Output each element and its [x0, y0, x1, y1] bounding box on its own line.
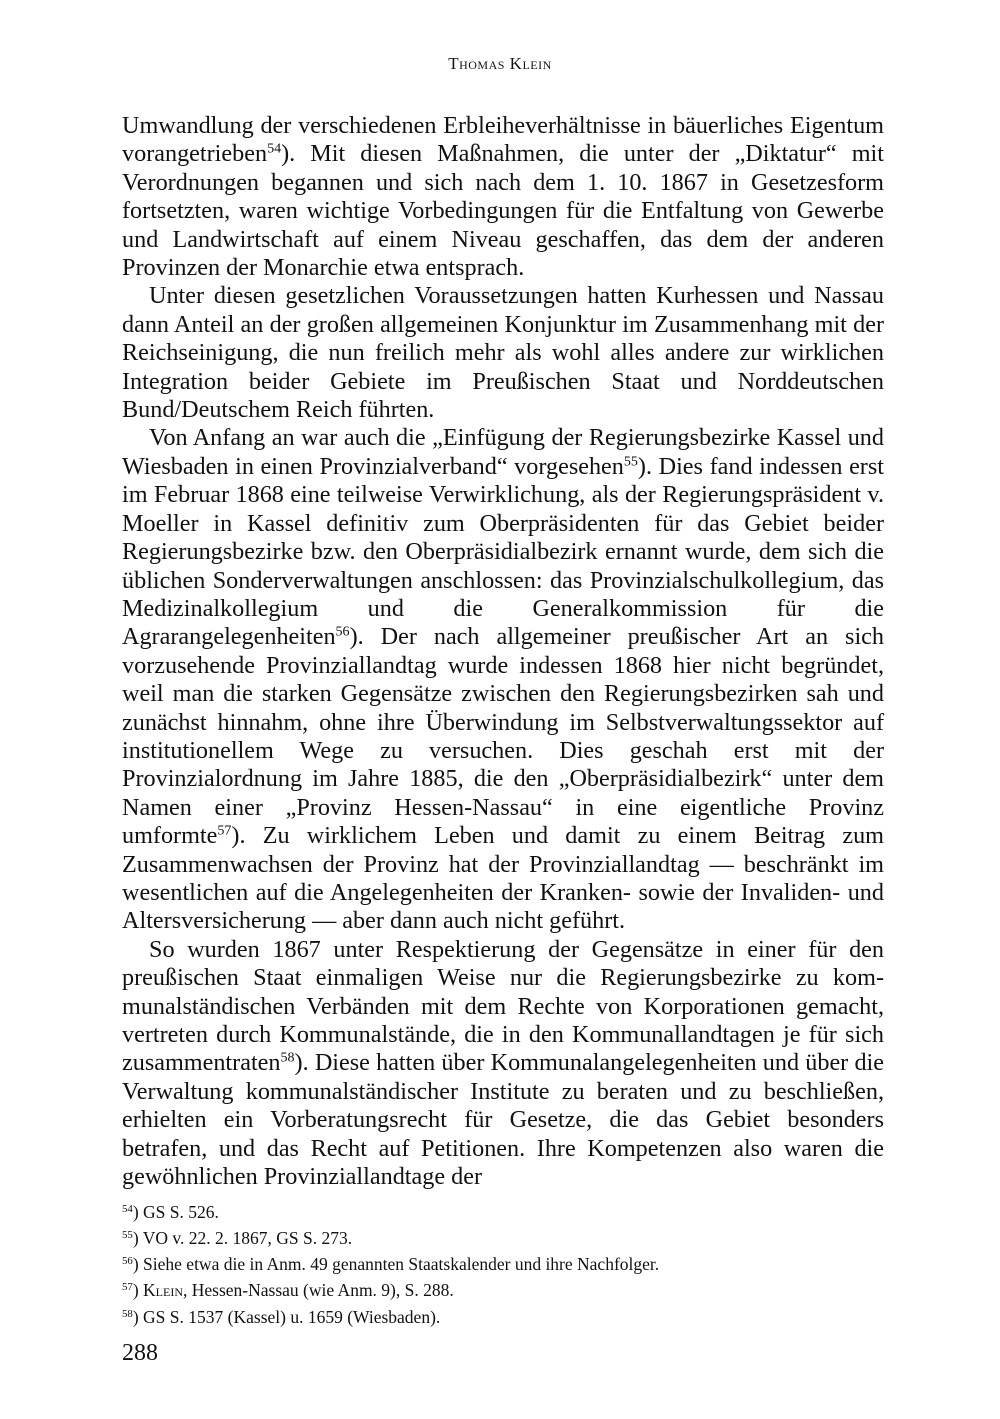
footnote-reference[interactable]: 58 — [280, 1049, 295, 1066]
footnote: $^{54}$) GS S. 526. — [122, 1201, 219, 1222]
footnote-number: 54 — [122, 1203, 133, 1215]
paragraph-text: So wurden 1867 unter Respektierung der Gegensätze in einer für den preußischen Staat einmaligen Weise nur die Regierungsbezirke zu kommunalständischen Verbänden mit dem Rechte von Korporationen gemacht, vertreten durch Kommunalstände, die in den Kommunallandtagen je für sich zusammentraten — [122, 935, 884, 1077]
paragraph — [122, 282, 884, 424]
footnote-text: GS S. 526. — [143, 1201, 219, 1222]
footnote-reference[interactable]: 57 — [217, 822, 232, 839]
paragraph-text: Von Anfang an war auch die „Einfügung der Regierungsbezirke Kassel und Wiesbaden in einen Provinzialverband“ vorgesehen — [122, 424, 884, 480]
paragraph — [122, 424, 884, 935]
paragraph-text: ). Diese hatten über Kommunalangelegenheiten und über die Verwaltung kommunalständischer Institute zu beraten und zu beschließen, erhielten ein Vorberatungsrecht für Gesetze, die das Gebiet besonders betrafen, und das Recht auf Petitionen. Ihre Kompetenzen also waren die gewöhnlichen Provinziallandtage der — [122, 1049, 884, 1191]
paragraph-text: ). Zu wirklichem Leben und damit zu einem Beitrag zum Zusammenwachsen der Provinz hat der Provinziallandtag — beschränkt im wesentlichen auf die Angelegenheiten der Kranken- sowie der Invaliden- und Altersversicherung — aber dann auch nicht geführt. — [122, 822, 884, 935]
footnote-number: 58 — [122, 1307, 133, 1320]
footnote-reference[interactable]: 56 — [335, 623, 350, 640]
footnote: $^{57}$) Klein, Hessen-Nassau (wie Anm. 9), S. 288. — [122, 1280, 454, 1301]
footnote-number: 55 — [122, 1229, 133, 1242]
paragraph-text: Unter diesen gesetzlichen Voraussetzungen hatten Kurhessen und Nassau dann Anteil an der großen allgemeinen Konjunktur im Zusammenhang mit der Reichseinigung, die nun freilich mehr als wohl alles andere zur wirklichen Integration beider Gebiete im Preußischen Staat und Norddeutschen Bund/Deutschem Reich führten. — [122, 282, 884, 424]
footnote-text: VO v. 22. 2. 1867, GS S. 273. — [142, 1228, 353, 1249]
paragraph-text: ). Der nach allgemeiner preußischer Art an sich vorzusehende Provinziallandtag wurde indessen 1868 hier nicht begründet, weil man die starken Gegensätze zwischen den Regierungsbezirken sah und zunächst hinnahm, ohne ihre Überwindung im Selbstverwaltungssektor auf institutionellem Wege zu versuchen. Dies geschah erst mit der Provinzialordnung im Jahre 1885, die den „Oberpräsidialbezirk“ unter dem Namen einer „Provinz Hessen-Nassau“ in eine eigentliche Provinz umformte — [122, 623, 884, 850]
footnote-text: , Hessen-Nassau (wie Anm. 9), S. 288. — [183, 1280, 454, 1301]
running-head: Thomas Klein — [448, 54, 552, 73]
footnote: $^{56}$) Siehe etwa die in Anm. 49 genannten Staatskalender und ihre Nachfolger. — [122, 1254, 660, 1275]
body-text — [122, 112, 884, 1191]
paragraph-text: ). Dies fand indessen erst im Februar 1868 eine teilweise Verwirklichung, als der Regierungspräsident v. Moeller in Kassel definitiv zum Oberpräsidenten für das Gebiet beider Regierungsbezirke bzw. den Oberpräsidialbezirk ernannt wurde, dem sich die üblichen Sonderverwaltungen anschlossen: das Provinzialschulkollegium, das Medizinalkollegium und die Generalkommission für die Agrarangelegenheiten — [122, 452, 884, 651]
paragraph — [122, 936, 884, 1192]
footnotes — [122, 1198, 884, 1329]
footnote-number: 57 — [122, 1281, 133, 1294]
footnote-reference[interactable]: 54 — [267, 140, 282, 157]
footnote-text: GS S. 1537 (Kassel) u. 1659 (Wiesbaden). — [143, 1306, 441, 1327]
footnote-number: 56 — [122, 1255, 133, 1268]
paragraph-text: ). Mit diesen Maßnahmen, die unter der „Diktatur“ mit Verordnungen begannen und sich nach dem 1. 10. 1867 in Gesetzesform fortsetzten, waren wichtige Vorbedingungen für die Entfaltung von Gewerbe und Landwirtschaft auf einem Niveau geschaffen, das dem der anderen Provinzen der Monarchie etwa entsprach. — [122, 140, 884, 282]
footnote-reference[interactable]: 55 — [623, 453, 638, 470]
paragraph-text: Umwandlung der verschiedenen Erbleiheverhältnisse in bäuerliches Eigentum vorangetrieben — [122, 112, 884, 168]
paragraph — [122, 112, 884, 282]
footnote-text: Siehe etwa die in Anm. 49 genannten Staatskalender und ihre Nachfolger. — [143, 1254, 660, 1275]
page-number: 288 — [122, 1340, 158, 1366]
footnote: $^{58}$) GS S. 1537 (Kassel) u. 1659 (Wiesbaden). — [122, 1306, 441, 1327]
footnote: $^{55}$) VO v. 22. 2. 1867, GS S. 273. — [122, 1228, 353, 1249]
footnote-author: Klein — [143, 1280, 184, 1301]
